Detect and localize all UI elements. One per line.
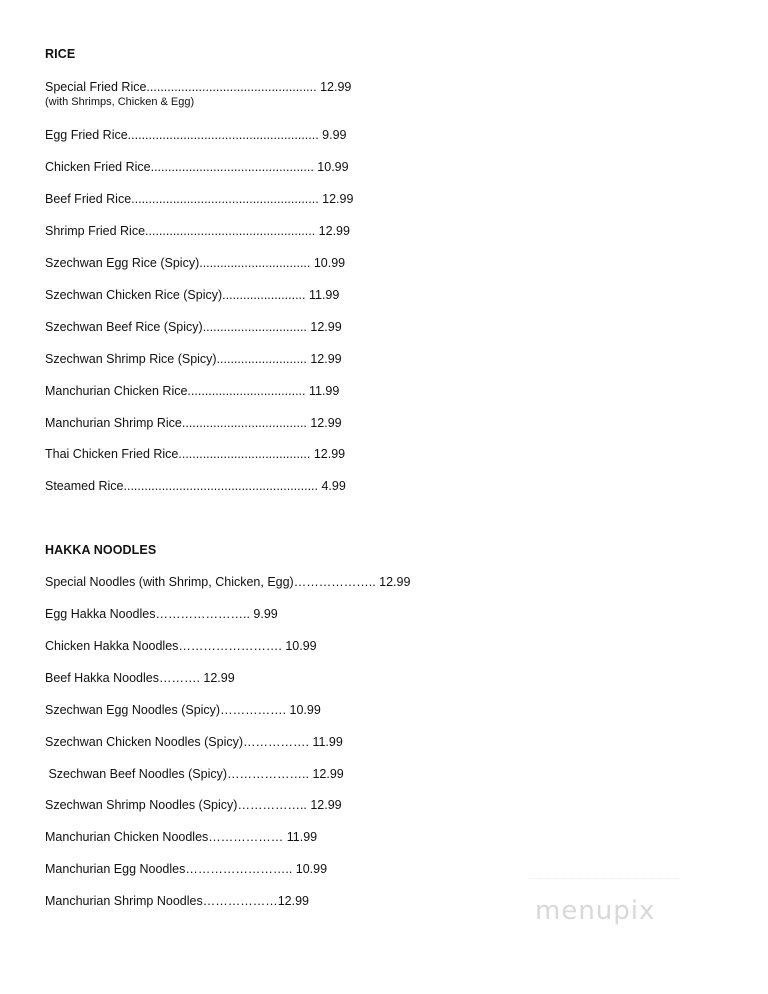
menu-item: Beef Fried Rice...................................................... 12.99: [45, 192, 354, 206]
menu-item: Szechwan Chicken Rice (Spicy)........................ 11.99: [45, 288, 340, 302]
menu-item: Thai Chicken Fried Rice...................................... 12.99: [45, 447, 346, 461]
menu-item: Manchurian Chicken Noodles……………… 11.99: [45, 830, 318, 844]
menu-item: Szechwan Egg Rice (Spicy)................................ 10.99: [45, 256, 346, 270]
menu-item: Chicken Hakka Noodles……………………. 10.99: [45, 639, 317, 653]
menu-item: Manchurian Shrimp Rice.................................... 12.99: [45, 416, 342, 430]
menu-item: Manchurian Chicken Rice.................................. 11.99: [45, 384, 340, 398]
menu-item: Special Fried Rice................................................. 12.99: [45, 80, 352, 94]
watermark-line: [530, 878, 680, 887]
menu-item: Special Noodles (with Shrimp, Chicken, Egg)……………….. 12.99: [45, 575, 411, 589]
menu-item: Egg Hakka Noodles………………….. 9.99: [45, 607, 278, 621]
menu-item: Egg Fried Rice....................................................... 9.99: [45, 128, 347, 142]
rice-heading: RICE: [45, 47, 76, 61]
menu-item-note: (with Shrimps, Chicken & Egg): [45, 96, 195, 108]
menu-item: Shrimp Fried Rice................................................. 12.99: [45, 224, 350, 238]
menu-item: Manchurian Egg Noodles…………………….. 10.99: [45, 862, 328, 876]
menu-item: Szechwan Shrimp Rice (Spicy).......................... 12.99: [45, 352, 342, 366]
menu-item: Szechwan Shrimp Noodles (Spicy)…………….. 12.99: [45, 798, 342, 812]
noodles-heading: HAKKA NOODLES: [45, 543, 157, 557]
watermark-logo: menupix: [535, 896, 656, 926]
menu-item: Steamed Rice........................................................ 4.99: [45, 479, 346, 493]
menu-item: Szechwan Egg Noodles (Spicy)……………. 10.99: [45, 703, 321, 717]
menu-item: Manchurian Shrimp Noodles………………12.99: [45, 894, 309, 908]
menu-item: Szechwan Beef Noodles (Spicy)……………….. 12.99: [45, 767, 344, 781]
menu-item: Szechwan Beef Rice (Spicy).............................. 12.99: [45, 320, 342, 334]
menu-item: Chicken Fried Rice............................................... 10.99: [45, 160, 349, 174]
menu-item: Szechwan Chicken Noodles (Spicy)……………. 11.99: [45, 735, 343, 749]
menu-item: Beef Hakka Noodles………. 12.99: [45, 671, 235, 685]
